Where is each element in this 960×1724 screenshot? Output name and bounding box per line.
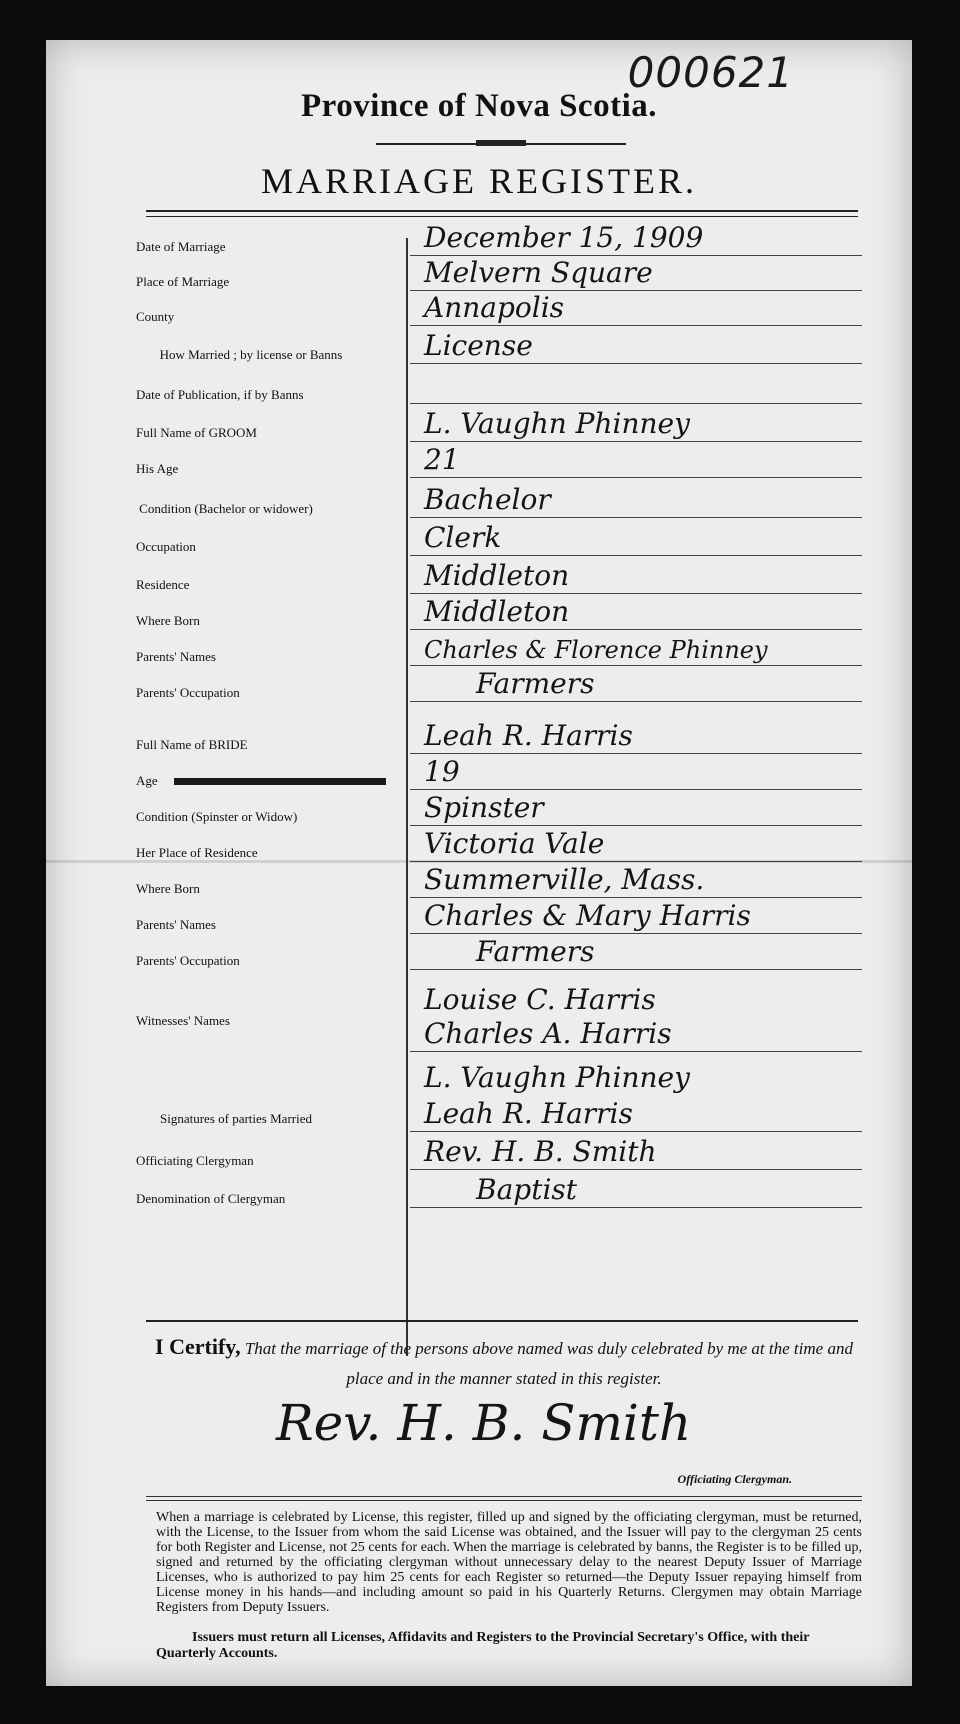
certify-rule [146,1320,858,1322]
field-value: Melvern Square [424,256,653,289]
field-value: Annapolis [424,291,565,324]
field-label: His Age [136,462,179,476]
field-label: Date of Publication, if by Banns [136,388,304,402]
field-label: Condition (Spinster or Widow) [136,810,298,824]
footer-rule-bottom [146,1500,862,1501]
field-label: Age [136,774,158,788]
row-groom-age [46,443,912,480]
row-bride-name [46,719,912,756]
field-label: Parents' Occupation [136,954,240,968]
field-label: Where Born [136,882,200,896]
field-label: Occupation [136,540,196,554]
province-heading: Province of Nova Scotia. [300,88,657,124]
certification-statement [146,1332,862,1394]
field-value: Victoria Vale [424,827,605,860]
footer-instructions: When a marriage is celebrated by License, this register, filled up and signed by the officiating clergyman, must be returned, with the License, to the Issuer from whom the said License was obtained, and the Issuer will pay to the clergyman 25 cents for both Register and License, not 25 cents for each. When the marriage is celebrated by banns, the Register is to be filled up, signed and returned by the officiating clergyman without unnecessary delay to the nearest Deputy Issuer of Marriage Licenses, who is authorized to pay him 25 cents for each Register so returned—the Deputy Issuer repaying himself from License money in his hands—and including amount so paid in his Quarterly Returns. Clergymen may obtain Marriage Registers from Deputy Issuers. [156,1510,862,1615]
field-label: Parents' Names [136,650,216,664]
field-value: L. Vaughn Phinney [424,407,690,440]
field-value: December 15, 1909 [424,221,704,254]
field-label: Her Place of Residence [136,846,258,860]
row-bride-age [46,755,912,792]
witness-1: Louise C. Harris [424,983,656,1016]
register-form [46,40,912,1686]
field-label: Date of Marriage [136,240,226,254]
field-value: Farmers [476,667,595,700]
footer-rule-top [146,1496,862,1497]
row-date-of-publication [46,372,912,406]
row-groom-parents-occupation [46,667,912,704]
field-value: Rev. H. B. Smith [424,1135,657,1168]
field-label: Place of Marriage [136,275,230,289]
field-label: County [136,310,175,324]
field-value: Charles & Mary Harris [424,899,751,932]
field-value: Leah R. Harris [424,719,633,752]
field-value: 21 [424,443,460,476]
issuers-instructions: Issuers must return all Licenses, Affidavits and Registers to the Provincial Secretary's Office, with their Quarterly Accounts. [156,1630,810,1661]
field-label: Parents' Occupation [136,686,240,700]
field-value: Summerville, Mass. [424,863,705,896]
field-label: Residence [136,578,190,592]
certify-text: That the marriage of the persons above named was duly celebrated by me at the time and place and in the manner stated in this register. [244,1339,853,1388]
row-groom-where-born [46,595,912,632]
field-value: 19 [424,755,460,788]
field-value: Middleton [424,559,570,592]
register-title: MARRIAGE REGISTER. [260,161,697,201]
field-label: Full Name of GROOM [136,426,257,440]
bride-signature: Leah R. Harris [424,1097,633,1130]
signer-label: Officiating Clergyman. [677,1472,792,1486]
field-value: Bachelor [424,483,551,516]
row-denomination [46,1173,912,1210]
row-groom-condition [46,482,912,520]
field-value: Charles & Florence Phinney [424,636,768,664]
field-label: Witnesses' Names [136,1014,230,1028]
row-bride-parents-names [46,899,912,936]
field-label: How Married ; by license or Banns [159,348,343,362]
field-label: Parents' Names [136,918,216,932]
row-groom-residence [46,559,912,596]
field-label: Officiating Clergyman [136,1154,254,1168]
title-rule-top [146,210,858,212]
row-bride-residence [46,827,912,864]
field-label: Where Born [136,614,200,628]
title-rule-bottom [146,216,858,217]
field-label: Condition (Bachelor or widower) [139,502,313,516]
certify-lead: I Certify, [155,1334,241,1359]
row-signatures [46,1058,912,1134]
witness-2: Charles A. Harris [424,1017,672,1050]
row-date-of-marriage [46,221,912,258]
field-label: Full Name of BRIDE [136,738,248,752]
row-bride-where-born [46,863,912,900]
field-label: Denomination of Clergyman [136,1192,286,1206]
ornament-rule [376,143,626,145]
row-place-of-marriage [46,256,912,293]
field-value: Spinster [424,791,544,824]
row-groom-occupation [46,521,912,558]
field-label: Signatures of parties Married [160,1112,312,1126]
groom-signature: L. Vaughn Phinney [424,1061,690,1094]
row-clergyman [46,1135,912,1172]
field-value: License [424,329,533,362]
row-groom-name [46,407,912,444]
row-bride-condition [46,791,912,828]
field-value: Clerk [424,521,502,554]
field-value: Farmers [476,935,595,968]
row-groom-parents-names [46,634,912,668]
row-witnesses [46,980,912,1054]
field-value: Middleton [424,595,570,628]
row-county [46,291,912,328]
row-how-married [46,330,912,366]
row-bride-parents-occupation [46,935,912,972]
clergyman-signature: Rev. H. B. Smith [276,1394,692,1452]
document-number: 000621 [627,48,794,97]
field-value: Baptist [476,1173,578,1206]
